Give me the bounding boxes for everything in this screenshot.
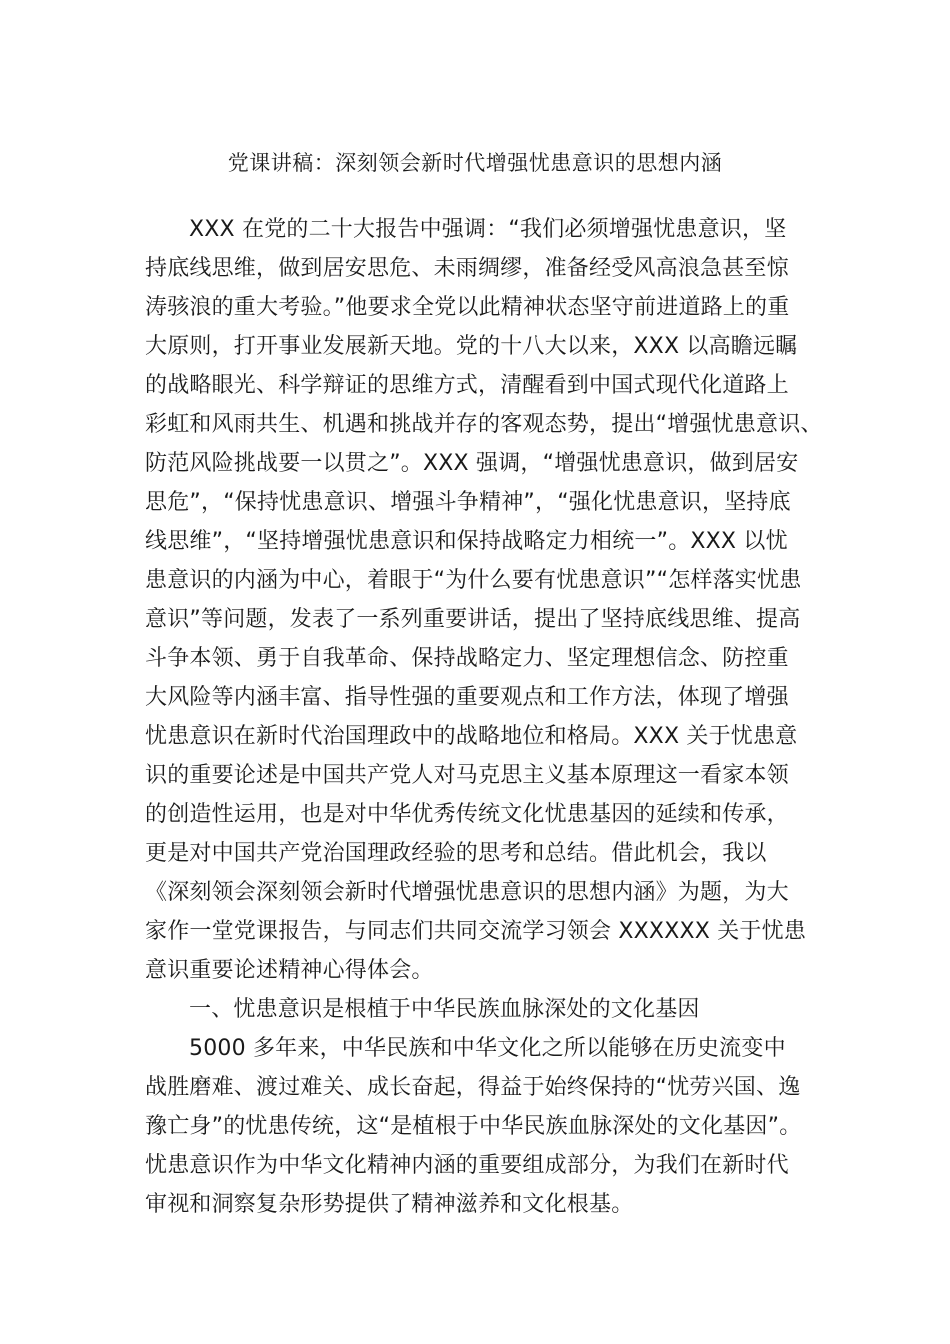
document-body bbox=[145, 210, 825, 1224]
paragraph-line: 斗争本领、勇于自我革命、保持战略定力、坚定理想信念、防控重 bbox=[145, 646, 789, 671]
paragraph-line: 《深刻领会深刻领会新时代增强忧患意识的思想内涵》为题，为大 bbox=[145, 880, 789, 905]
paragraph-line: 大风险等内涵丰富、指导性强的重要观点和工作方法，体现了增强 bbox=[145, 685, 789, 710]
paragraph-line: 防范风险挑战要一以贯之”。XXX 强调，“增强忧患意识，做到居安 bbox=[145, 451, 799, 476]
paragraph-line: 识的重要论述是中国共产党人对马克思主义基本原理这一看家本领 bbox=[145, 763, 789, 788]
paragraph-line: 的创造性运用，也是对中华优秀传统文化忧患基因的延续和传承， bbox=[145, 802, 789, 827]
paragraph-line: 思危”，“保持忧患意识、增强斗争精神”，“强化忧患意识，坚持底 bbox=[145, 490, 791, 515]
paragraph-line: 5000 多年来，中华民族和中华文化之所以能够在历史流变中 bbox=[189, 1036, 786, 1061]
section-heading: 一、忧患意识是根植于中华民族血脉深处的文化基因 bbox=[189, 997, 700, 1022]
paragraph-line: 豫亡身”的忧患传统，这“是植根于中华民族血脉深处的文化基因”。 bbox=[145, 1114, 802, 1139]
paragraph-line: 家作一堂党课报告，与同志们共同交流学习领会 XXXXXX 关于忧患 bbox=[145, 919, 807, 944]
paragraph-line: 意识”等问题，发表了一系列重要讲话，提出了坚持底线思维、提高 bbox=[145, 607, 801, 632]
paragraph-line: 彩虹和风雨共生、机遇和挑战并存的客观态势，提出“增强忧患意识、 bbox=[145, 412, 823, 437]
paragraph-line: 线思维”，“坚持增强忧患意识和保持战略定力相统一”。XXX 以忧 bbox=[145, 529, 788, 554]
paragraph-line: 意识重要论述精神心得体会。 bbox=[145, 958, 434, 983]
paragraph-line: 忧患意识作为中华文化精神内涵的重要组成部分，为我们在新时代 bbox=[145, 1153, 789, 1178]
paragraph-line: 审视和洞察复杂形势提供了精神滋养和文化根基。 bbox=[145, 1192, 634, 1217]
paragraph-line: 大原则，打开事业发展新天地。党的十八大以来，XXX 以高瞻远瞩 bbox=[145, 334, 798, 359]
paragraph-line: 持底线思维，做到居安思危、未雨绸缪，准备经受风高浪急甚至惊 bbox=[145, 256, 789, 281]
paragraph-line: XXX 在党的二十大报告中强调：“我们必须增强忧患意识，坚 bbox=[189, 217, 787, 242]
paragraph-line: 战胜磨难、渡过难关、成长奋起，得益于始终保持的“忧劳兴国、逸 bbox=[145, 1075, 801, 1100]
paragraph-line: 忧患意识在新时代治国理政中的战略地位和格局。XXX 关于忧患意 bbox=[145, 724, 798, 749]
paragraph-line: 的战略眼光、科学辩证的思维方式，清醒看到中国式现代化道路上 bbox=[145, 373, 789, 398]
paragraph-line: 更是对中国共产党治国理政经验的思考和总结。借此机会，我以 bbox=[145, 841, 767, 866]
paragraph-line: 患意识的内涵为中心，着眼于“为什么要有忧患意识”“怎样落实忧患 bbox=[145, 568, 802, 593]
paragraph-line: 涛骇浪的重大考验。”他要求全党以此精神状态坚守前进道路上的重 bbox=[145, 295, 790, 320]
document-title: 党课讲稿：深刻领会新时代增强忧患意识的思想内涵 bbox=[227, 151, 723, 175]
